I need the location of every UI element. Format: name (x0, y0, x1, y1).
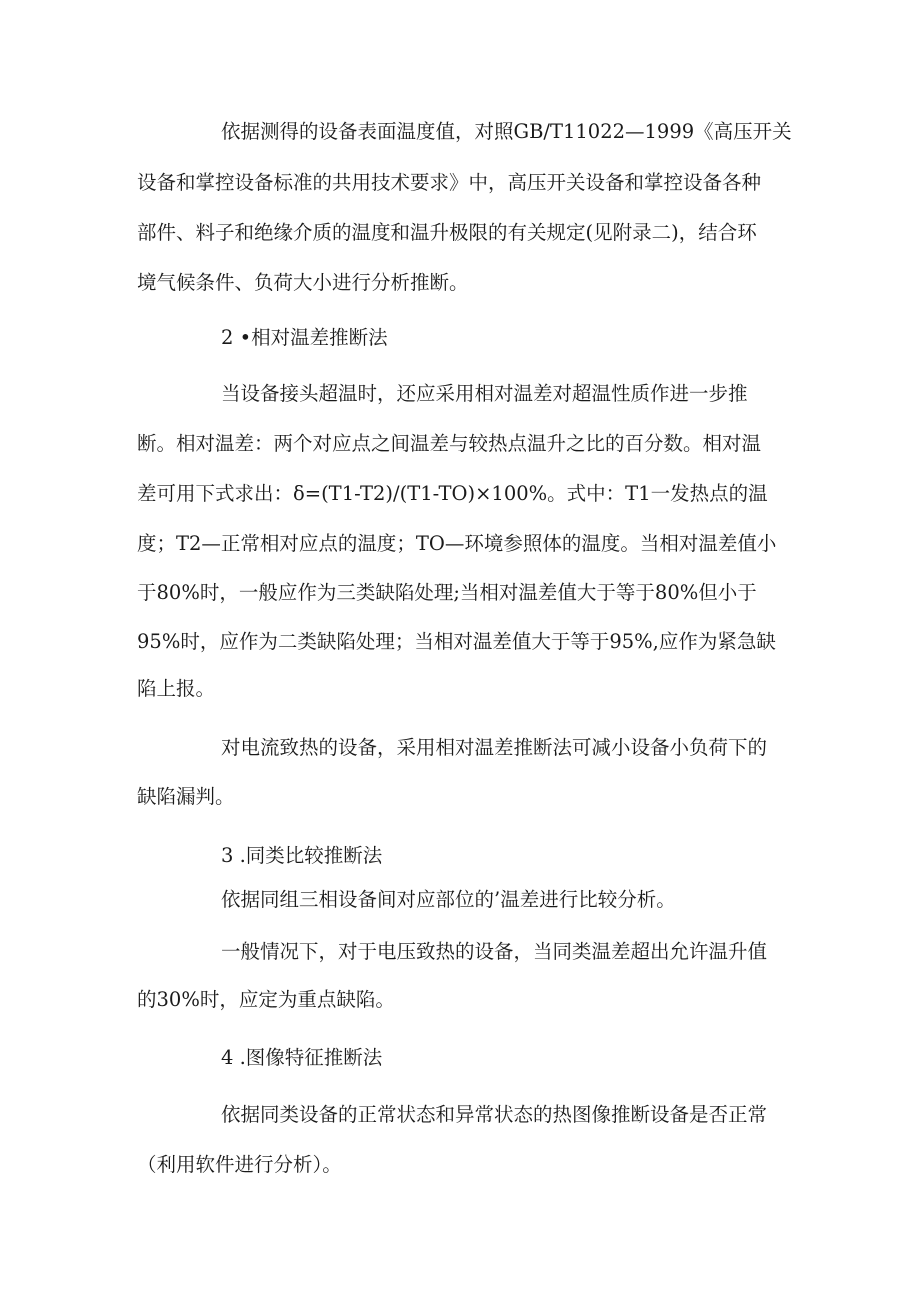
paragraph-3-line-1: 对电流致热的设备，采用相对温差推断法可减小设备小负荷下的 (221, 736, 768, 759)
paragraph-5-line-1: 一般情况下，对于电压致热的设备，当同类温差超出允许温升值 (221, 940, 768, 963)
section-heading-4: 4 .图像特征推断法 (221, 1046, 383, 1069)
paragraph-2-line-6: 95%时，应作为二类缺陷处理；当相对温差值大于等于95%,应作为紧急缺 (137, 630, 776, 653)
paragraph-2-line-4: 度；T2—正常相对应点的温度；TO—环境参照体的温度。当相对温差值小 (137, 532, 777, 555)
paragraph-3-line-2: 缺陷漏判。 (137, 785, 235, 808)
paragraph-1-line-1: 依据测得的设备表面温度值，对照GB/T11022—1999《高压开关 (221, 120, 792, 143)
paragraph-2-line-3: 差可用下式求出：δ=(T1-T2)/(T1-TO)×100%。式中：T1一发热点的温 (137, 482, 768, 505)
section-heading-2: 2 •相对温差推断法 (221, 326, 388, 349)
paragraph-1-line-2: 设备和掌控设备标准的共用技术要求》中，高压开关设备和掌控设备各种 (137, 171, 762, 194)
section-heading-3: 3 .同类比较推断法 (221, 844, 383, 867)
paragraph-1-line-3: 部件、料子和绝缘介质的温度和温升极限的有关规定(见附录二)，结合环 (137, 221, 757, 244)
paragraph-5-line-2: 的30%时，应定为重点缺陷。 (137, 988, 395, 1011)
paragraph-2-line-2: 断。相对温差：两个对应点之间温差与较热点温升之比的百分数。相对温 (137, 432, 762, 455)
paragraph-6-line-1: 依据同类设备的正常状态和异常状态的热图像推断设备是否正常 (221, 1103, 768, 1126)
paragraph-2-line-7: 陷上报。 (137, 677, 216, 700)
paragraph-4: 依据同组三相设备间对应部位的’温差进行比较分析。 (221, 888, 676, 911)
paragraph-1-line-4: 境气候条件、负荷大小进行分析推断。 (137, 271, 469, 294)
paragraph-2-line-1: 当设备接头超温时，还应采用相对温差对超温性质作进一步推 (221, 382, 748, 405)
paragraph-2-line-5: 于80%时，一般应作为三类缺陷处理;当相对温差值大于等于80%但小于 (137, 581, 757, 604)
paragraph-6-line-2: （利用软件进行分析）。 (137, 1153, 342, 1176)
